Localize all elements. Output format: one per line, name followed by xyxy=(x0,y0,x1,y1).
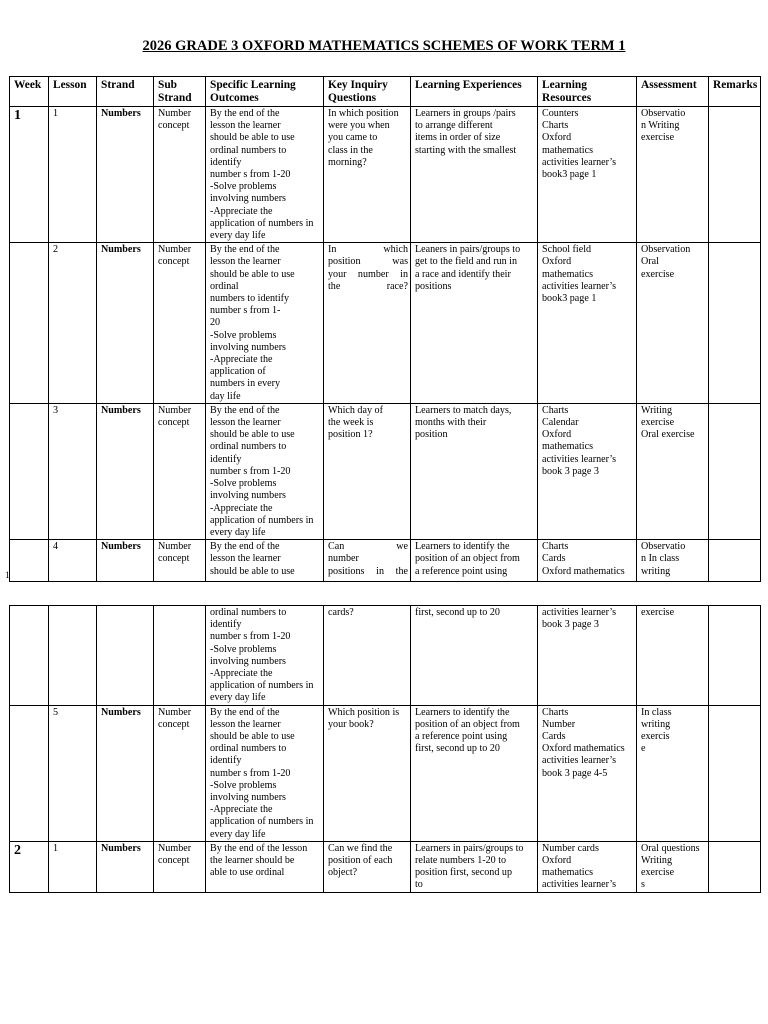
header-remarks: Remarks xyxy=(709,77,761,107)
lesson-cell: 1 xyxy=(49,841,97,892)
strand-cell: Numbers xyxy=(97,540,154,582)
header-week: Week xyxy=(10,77,49,107)
week-cell: 2 xyxy=(10,841,49,892)
sub-strand-cell: Number concept xyxy=(154,403,206,539)
experiences-cell: Learners to identify the position of an object from a reference point using xyxy=(411,540,538,582)
remarks-cell xyxy=(709,243,761,404)
assessment-cell: Observatio n Writing exercise xyxy=(637,107,709,243)
lesson-cell: 1 xyxy=(49,107,97,243)
remarks-cell xyxy=(709,107,761,243)
header-questions: Key Inquiry Questions xyxy=(324,77,411,107)
header-experiences: Learning Experiences xyxy=(411,77,538,107)
questions-cell: cards? xyxy=(324,606,411,706)
strand-cell: Numbers xyxy=(97,107,154,243)
questions-cell: Which position is your book? xyxy=(324,705,411,841)
experiences-cell: Learners to match days, months with their position xyxy=(411,403,538,539)
resources-cell: Charts Calendar Oxford mathematics activities learner’s book 3 page 3 xyxy=(538,403,637,539)
week-cell xyxy=(10,540,49,582)
table-row xyxy=(10,841,761,892)
assessment-cell: exercise xyxy=(637,606,709,706)
table-header-row xyxy=(10,77,761,107)
assessment-cell: In class writing exercis e xyxy=(637,705,709,841)
scheme-table-page-1 xyxy=(9,76,761,582)
assessment-cell: Oral questions Writing exercise s xyxy=(637,841,709,892)
lesson-cell: 4 xyxy=(49,540,97,582)
resources-cell: activities learner’s book 3 page 3 xyxy=(538,606,637,706)
table-row xyxy=(10,107,761,243)
table-row xyxy=(10,606,761,706)
page-number: 1 xyxy=(5,570,10,580)
questions-cell: Can we number positions in the xyxy=(324,540,411,582)
sub-strand-cell: Number concept xyxy=(154,540,206,582)
assessment-cell: Writing exercise Oral exercise xyxy=(637,403,709,539)
sub-strand-cell: Number concept xyxy=(154,107,206,243)
sub-strand-cell: Number concept xyxy=(154,841,206,892)
outcomes-cell: ordinal numbers to identify number s from 1-20 -Solve problems involving numbers -Appreciate the application of numbers in every day life xyxy=(206,606,324,706)
outcomes-cell: By the end of the lesson the learner should be able to use ordinal numbers to identify number s from 1-20 -Solve problems involving numbers -Appreciate the application of numbers in every day life xyxy=(206,403,324,539)
header-outcomes: Specific Learning Outcomes xyxy=(206,77,324,107)
table-row xyxy=(10,243,761,404)
resources-cell: Charts Cards Oxford mathematics xyxy=(538,540,637,582)
sub-strand-cell xyxy=(154,606,206,706)
week-cell xyxy=(10,243,49,404)
header-strand: Strand xyxy=(97,77,154,107)
document-title: 2026 GRADE 3 OXFORD MATHEMATICS SCHEMES OF WORK TERM 1 xyxy=(142,38,626,54)
header-sub-strand: Sub Strand xyxy=(154,77,206,107)
questions-cell: In which position were you when you came to class in the morning? xyxy=(324,107,411,243)
scheme-table-page-2 xyxy=(9,605,761,893)
remarks-cell xyxy=(709,841,761,892)
table-row xyxy=(10,705,761,841)
resources-cell: Counters Charts Oxford mathematics activities learner’s book3 page 1 xyxy=(538,107,637,243)
assessment-cell: Observation Oral exercise xyxy=(637,243,709,404)
experiences-cell: Learners to identify the position of an object from a reference point using first, second up to 20 xyxy=(411,705,538,841)
resources-cell: Number cards Oxford mathematics activities learner’s xyxy=(538,841,637,892)
strand-cell xyxy=(97,606,154,706)
strand-cell: Numbers xyxy=(97,705,154,841)
strand-cell: Numbers xyxy=(97,403,154,539)
assessment-cell: Observatio n In class writing xyxy=(637,540,709,582)
questions-cell: Can we find the position of each object? xyxy=(324,841,411,892)
experiences-cell: Learners in groups /pairs to arrange different items in order of size starting with the smallest xyxy=(411,107,538,243)
experiences-cell: first, second up to 20 xyxy=(411,606,538,706)
questions-cell: In which position was your number in the race? xyxy=(324,243,411,404)
outcomes-cell: By the end of the lesson the learner should be able to use ordinal numbers to identify number s from 1-20 -Solve problems involving numbers -Appreciate the application of numbers in every day life xyxy=(206,705,324,841)
remarks-cell xyxy=(709,606,761,706)
remarks-cell xyxy=(709,705,761,841)
week-cell xyxy=(10,403,49,539)
table-row xyxy=(10,403,761,539)
week-cell: 1 xyxy=(10,107,49,243)
sub-strand-cell: Number concept xyxy=(154,705,206,841)
week-cell xyxy=(10,705,49,841)
remarks-cell xyxy=(709,403,761,539)
lesson-cell xyxy=(49,606,97,706)
week-cell xyxy=(10,606,49,706)
header-lesson: Lesson xyxy=(49,77,97,107)
outcomes-cell: By the end of the lesson the learner should be able to use ordinal numbers to identify number s from 1-20 -Solve problems involving numbers -Appreciate the application of numbers in every day life xyxy=(206,107,324,243)
resources-cell: Charts Number Cards Oxford mathematics activities learner’s book 3 page 4-5 xyxy=(538,705,637,841)
outcomes-cell: By the end of the lesson the learner should be able to use ordinal xyxy=(206,841,324,892)
experiences-cell: Leaners in pairs/groups to get to the field and run in a race and identify their positions xyxy=(411,243,538,404)
experiences-cell: Learners in pairs/groups to relate numbers 1-20 to position first, second up to xyxy=(411,841,538,892)
questions-cell: Which day of the week is position 1? xyxy=(324,403,411,539)
lesson-cell: 2 xyxy=(49,243,97,404)
outcomes-cell: By the end of the lesson the learner should be able to use ordinal numbers to identify number s from 1- 20 -Solve problems involving numbers -Appreciate the application of numbers in every day life xyxy=(206,243,324,404)
sub-strand-cell: Number concept xyxy=(154,243,206,404)
outcomes-cell: By the end of the lesson the learner should be able to use xyxy=(206,540,324,582)
header-resources: Learning Resources xyxy=(538,77,637,107)
resources-cell: School field Oxford mathematics activities learner’s book3 page 1 xyxy=(538,243,637,404)
strand-cell: Numbers xyxy=(97,841,154,892)
table-row xyxy=(10,540,761,582)
strand-cell: Numbers xyxy=(97,243,154,404)
header-assessment: Assessment xyxy=(637,77,709,107)
lesson-cell: 5 xyxy=(49,705,97,841)
lesson-cell: 3 xyxy=(49,403,97,539)
remarks-cell xyxy=(709,540,761,582)
